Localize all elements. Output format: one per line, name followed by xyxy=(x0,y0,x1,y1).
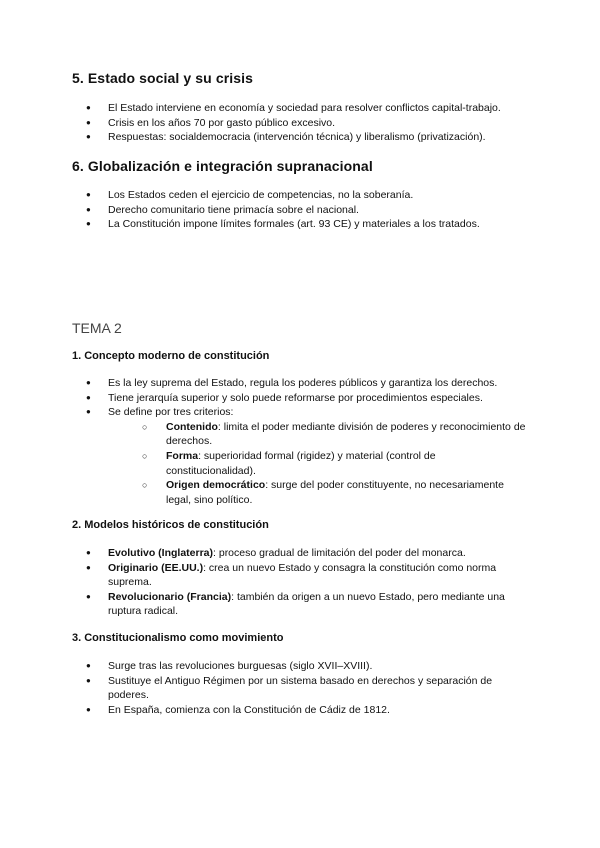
sub-list-item xyxy=(108,449,526,478)
list-item: ● El Estado interviene en economía y sociedad para resolver conflictos capital-trabajo. xyxy=(86,101,526,116)
list-item xyxy=(86,590,526,619)
movement-title: 3. Constitucionalismo como movimiento xyxy=(72,632,284,644)
model-text: : también da origen a un nuevo Estado, pero mediante una ruptura radical. xyxy=(108,590,505,618)
criterion-text: : limita el poder mediante división de poderes y reconocimiento de derechos. xyxy=(166,420,526,448)
list-item: ● Tiene jerarquía superior y solo puede reformarse por procedimientos especiales. xyxy=(86,391,526,406)
section-5-title: 5. Estado social y su crisis xyxy=(72,70,253,86)
list-item: ● Es la ley suprema del Estado, regula los poderes públicos y garantiza los derechos. xyxy=(86,376,526,391)
list-item: ● Los Estados ceden el ejercicio de competencias, no la soberanía. xyxy=(86,188,526,203)
list-item-text: Se define por tres criterios: xyxy=(108,406,234,419)
criterion-term: Origen democrático xyxy=(166,479,266,492)
tema-2-heading: TEMA 2 xyxy=(72,320,122,336)
list-item: ● La Constitución impone límites formales (art. 93 CE) y materiales a los tratados. xyxy=(86,217,526,232)
section-6-title: 6. Globalización e integración supranacional xyxy=(72,158,373,174)
model-term: Evolutivo (Inglaterra) xyxy=(108,547,214,559)
section-6-list xyxy=(86,188,526,232)
model-text: : crea un nuevo Estado y consagra la constitución como norma suprema. xyxy=(108,561,497,589)
list-item xyxy=(86,561,526,590)
list-item xyxy=(86,546,526,561)
criterion-term: Contenido xyxy=(166,420,218,433)
criterion-term: Forma xyxy=(166,449,199,462)
concept-list xyxy=(86,376,526,507)
list-item: ● En España, comienza con la Constitución de Cádiz de 1812. xyxy=(86,703,526,718)
sub-list-item xyxy=(108,420,526,449)
concept-title: 1. Concepto moderno de constitución xyxy=(72,350,270,362)
criterion-text: : surge del poder constituyente, no necesariamente legal, sino político. xyxy=(166,479,504,506)
list-item: ● Derecho comunitario tiene primacía sobre el nacional. xyxy=(86,203,526,218)
model-text: : proceso gradual de limitación del poder del monarca. xyxy=(213,547,466,559)
list-item: ● Respuestas: socialdemocracia (intervención técnica) y liberalismo (privatización). xyxy=(86,130,526,145)
criteria-sublist xyxy=(108,420,526,508)
model-term: Revolucionario (Francia) xyxy=(108,590,232,603)
criterion-text: : superioridad formal (rigidez) y material (control de constitucionalidad). xyxy=(166,449,436,477)
models-title: 2. Modelos históricos de constitución xyxy=(72,519,269,531)
models-list xyxy=(86,546,526,619)
movement-list xyxy=(86,659,526,717)
list-item: ● Sustituye el Antiguo Régimen por un sistema basado en derechos y separación de poderes. xyxy=(86,674,526,703)
model-term: Originario (EE.UU.) xyxy=(108,561,204,574)
list-item xyxy=(86,405,526,507)
sub-list-item xyxy=(108,478,526,507)
section-5-list xyxy=(86,101,526,145)
list-item: ● Surge tras las revoluciones burguesas (siglo XVII–XVIII). xyxy=(86,659,526,674)
list-item: ● Crisis en los años 70 por gasto público excesivo. xyxy=(86,116,526,131)
